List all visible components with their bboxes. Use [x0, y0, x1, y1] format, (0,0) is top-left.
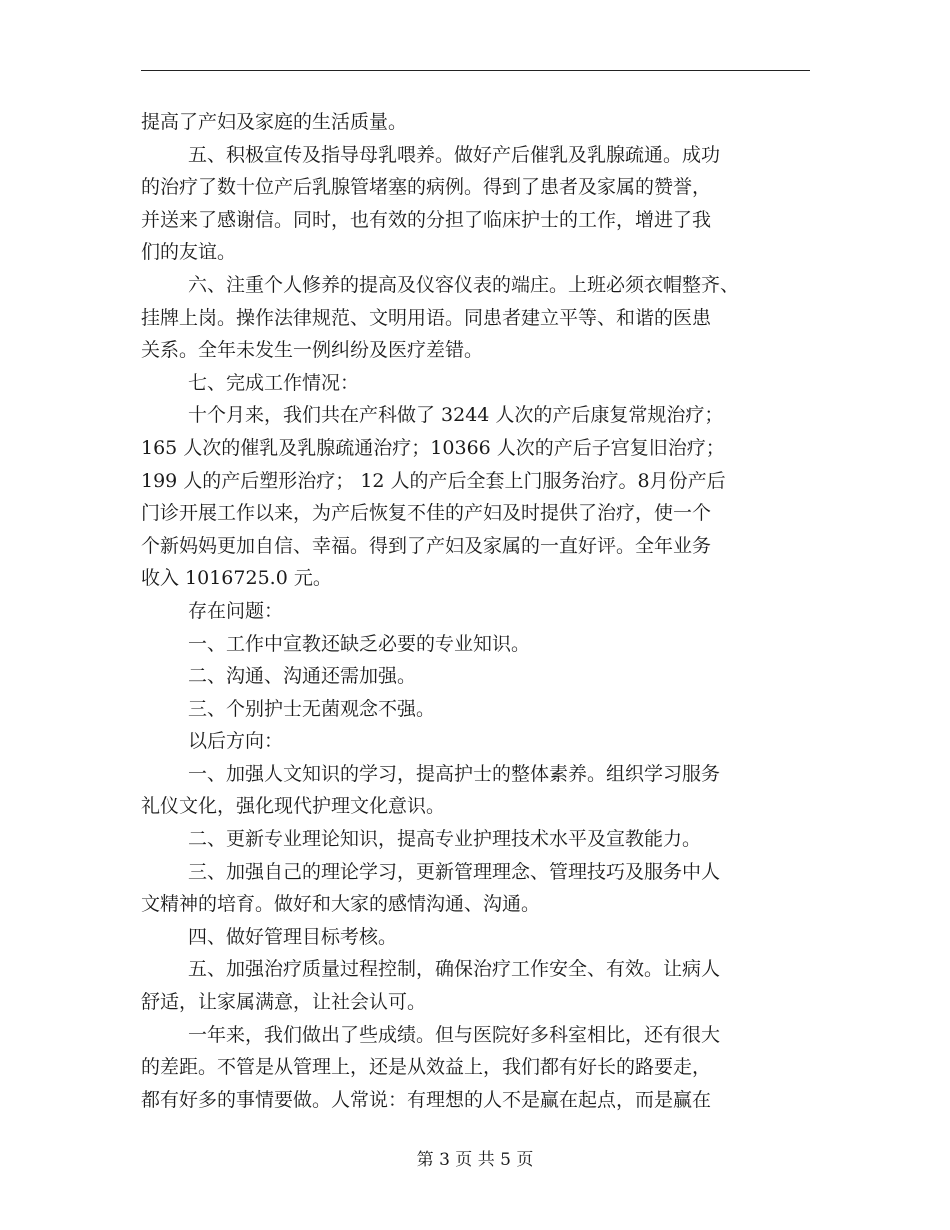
text-line: 个新妈妈更加自信、幸福。得到了产妇及家属的一直好评。全年业务 — [141, 534, 712, 557]
text-line: 们的友谊。 — [141, 241, 237, 264]
text-line: 一、加强人文知识的学习，提高护士的整体素养。组织学习服务 — [188, 762, 721, 785]
text-line: 一、工作中宣教还缺乏必要的专业知识。 — [188, 632, 531, 655]
page-footer: 第 3 页 共 5 页 — [416, 1150, 534, 1170]
text-line: 收入 1016725.0 元。 — [141, 567, 332, 590]
text-line: 二、更新专业理论知识，提高专业护理技术水平及宣教能力。 — [188, 828, 702, 851]
text-line: 五、加强治疗质量过程控制，确保治疗工作安全、有效。让病人 — [188, 958, 721, 981]
text-line: 三、个别护士无菌观念不强。 — [188, 697, 436, 720]
text-line: 一年来，我们做出了些成绩。但与医院好多科室相比，还有很大 — [188, 1023, 721, 1046]
text-line: 六、注重个人修养的提高及仪容仪表的端庄。上班必须衣帽整齐、 — [188, 273, 740, 296]
text-line: 文精神的培育。做好和大家的感情沟通、沟通。 — [141, 893, 541, 916]
text-line: 以后方向： — [188, 730, 284, 753]
header-rule — [141, 70, 810, 71]
text-line: 存在问题： — [188, 599, 284, 622]
text-line: 都有好多的事情要做。人常说：有理想的人不是赢在起点，而是赢在 — [141, 1088, 712, 1111]
text-line: 四、做好管理目标考核。 — [188, 925, 398, 948]
text-line: 十个月来，我们共在产科做了 3244 人次的产后康复常规治疗； — [188, 404, 724, 427]
text-line: 门诊开展工作以来，为产后恢复不佳的产妇及时提供了治疗，使一个 — [141, 502, 712, 525]
text-line: 提高了产妇及家庭的生活质量。 — [141, 111, 408, 133]
text-line: 七、完成工作情况： — [188, 371, 360, 394]
text-line: 舒适，让家属满意，让社会认可。 — [141, 991, 427, 1014]
text-line: 的差距。不管是从管理上，还是从效益上，我们都有好长的路要走， — [141, 1056, 712, 1079]
text-line: 三、加强自己的理论学习，更新管理理念、管理技巧及服务中人 — [188, 860, 721, 883]
text-line: 的治疗了数十位产后乳腺管堵塞的病例。得到了患者及家属的赞誉， — [141, 176, 712, 199]
text-line: 199 人的产后塑形治疗； 12 人的产后全套上门服务治疗。8月份产后 — [141, 469, 726, 492]
text-line: 并送来了感谢信。同时，也有效的分担了临床护士的工作，增进了我 — [141, 208, 712, 231]
document-body — [141, 106, 813, 1116]
text-line: 礼仪文化，强化现代护理文化意识。 — [141, 795, 446, 818]
text-line: 五、积极宣传及指导母乳喂养。做好产后催乳及乳腺疏通。成功 — [188, 143, 721, 166]
text-line: 关系。全年未发生一例纠纷及医疗差错。 — [141, 339, 484, 362]
text-line: 165 人次的催乳及乳腺疏通治疗；10366 人次的产后子宫复旧治疗； — [141, 436, 725, 459]
text-line: 挂牌上岗。操作法律规范、文明用语。同患者建立平等、和谐的医患 — [141, 306, 712, 329]
text-line: 二、沟通、沟通还需加强。 — [188, 665, 417, 688]
